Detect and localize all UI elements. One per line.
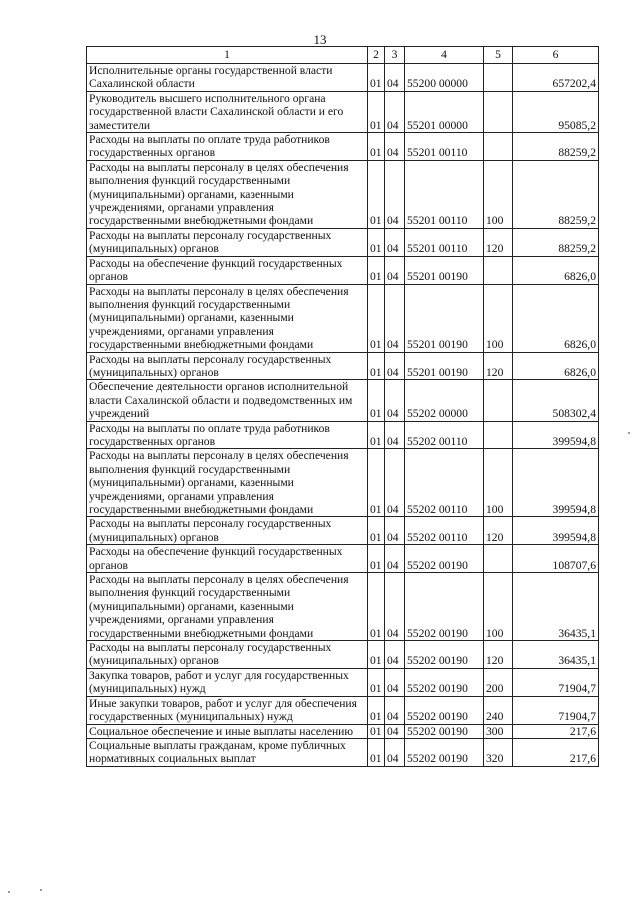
item-name-cell: Руководитель высшего исполнительного органа государственной власти Сахалинской области и его заместители [87, 91, 368, 132]
item-name-cell: Расходы на выплаты персоналу государственных (муниципальных) органов [87, 352, 368, 380]
table-row [87, 256, 599, 284]
expense-type-cell [484, 380, 513, 421]
target-article-cell: 55202 00190 [405, 545, 484, 573]
expense-type-cell: 200 [484, 668, 513, 696]
table-row [87, 545, 599, 573]
amount-cell: 71904,7 [513, 696, 599, 724]
amount-cell: 88259,2 [513, 160, 599, 228]
subsection-code-cell: 04 [385, 133, 405, 161]
item-name-cell: Социальное обеспечение и иные выплаты населению [87, 724, 368, 738]
column-header-1: 1 [87, 47, 368, 64]
item-name-cell: Исполнительные органы государственной власти Сахалинской области [87, 64, 368, 92]
target-article-cell: 55201 00110 [405, 133, 484, 161]
table-row [87, 724, 599, 738]
subsection-code-cell: 04 [385, 352, 405, 380]
expense-type-cell: 120 [484, 228, 513, 256]
expense-type-cell [484, 421, 513, 449]
target-article-cell: 55201 00190 [405, 284, 484, 352]
target-article-cell: 55202 00190 [405, 668, 484, 696]
section-code-cell: 01 [368, 380, 385, 421]
item-name-cell: Расходы на выплаты персоналу государственных (муниципальных) органов [87, 517, 368, 545]
table-row [87, 421, 599, 449]
expense-type-cell: 240 [484, 696, 513, 724]
amount-cell: 217,6 [513, 724, 599, 738]
section-code-cell: 01 [368, 284, 385, 352]
expense-type-cell [484, 133, 513, 161]
target-article-cell: 55201 00190 [405, 352, 484, 380]
amount-cell: 217,6 [513, 738, 599, 766]
section-code-cell: 01 [368, 160, 385, 228]
amount-cell: 399594,8 [513, 449, 599, 517]
subsection-code-cell: 04 [385, 517, 405, 545]
column-header-5: 5 [484, 47, 513, 64]
amount-cell: 36435,1 [513, 641, 599, 669]
expense-type-cell: 120 [484, 517, 513, 545]
table-row [87, 64, 599, 92]
target-article-cell: 55202 00000 [405, 380, 484, 421]
section-code-cell: 01 [368, 573, 385, 641]
section-code-cell: 01 [368, 91, 385, 132]
scan-speck [8, 891, 10, 893]
item-name-cell: Расходы на выплаты по оплате труда работников государственных органов [87, 133, 368, 161]
expense-type-cell [484, 545, 513, 573]
subsection-code-cell: 04 [385, 284, 405, 352]
subsection-code-cell: 04 [385, 256, 405, 284]
expense-type-cell: 300 [484, 724, 513, 738]
table-row [87, 738, 599, 766]
subsection-code-cell: 04 [385, 421, 405, 449]
table-row [87, 380, 599, 421]
column-header-4: 4 [405, 47, 484, 64]
amount-cell: 399594,8 [513, 421, 599, 449]
expense-type-cell: 100 [484, 284, 513, 352]
table-row [87, 352, 599, 380]
table-row [87, 696, 599, 724]
amount-cell: 88259,2 [513, 133, 599, 161]
subsection-code-cell: 04 [385, 64, 405, 92]
table-row [87, 517, 599, 545]
section-code-cell: 01 [368, 228, 385, 256]
section-code-cell: 01 [368, 641, 385, 669]
table-header-row [87, 47, 599, 64]
subsection-code-cell: 04 [385, 380, 405, 421]
expense-type-cell: 100 [484, 449, 513, 517]
subsection-code-cell: 04 [385, 738, 405, 766]
page-number: 13 [313, 32, 327, 47]
section-code-cell: 01 [368, 517, 385, 545]
expense-type-cell [484, 64, 513, 92]
section-code-cell: 01 [368, 64, 385, 92]
target-article-cell: 55202 00190 [405, 696, 484, 724]
target-article-cell: 55202 00190 [405, 573, 484, 641]
amount-cell: 399594,8 [513, 517, 599, 545]
budget-table [86, 46, 599, 767]
target-article-cell: 55202 00190 [405, 738, 484, 766]
expense-type-cell: 100 [484, 573, 513, 641]
amount-cell: 6826,0 [513, 352, 599, 380]
section-code-cell: 01 [368, 449, 385, 517]
item-name-cell: Закупка товаров, работ и услуг для государственных (муниципальных) нужд [87, 668, 368, 696]
section-code-cell: 01 [368, 696, 385, 724]
table-row [87, 160, 599, 228]
table-row [87, 284, 599, 352]
target-article-cell: 55201 00190 [405, 256, 484, 284]
amount-cell: 71904,7 [513, 668, 599, 696]
expense-type-cell [484, 256, 513, 284]
subsection-code-cell: 04 [385, 573, 405, 641]
table-row [87, 668, 599, 696]
item-name-cell: Расходы на выплаты персоналу в целях обеспечения выполнения функций государственными (муниципальными) органами, казенными учреждениями, органами управления государственными внебюджетными фондами [87, 284, 368, 352]
section-code-cell: 01 [368, 421, 385, 449]
item-name-cell: Расходы на выплаты персоналу государственных (муниципальных) органов [87, 641, 368, 669]
item-name-cell: Социальные выплаты гражданам, кроме публичных нормативных социальных выплат [87, 738, 368, 766]
subsection-code-cell: 04 [385, 641, 405, 669]
section-code-cell: 01 [368, 133, 385, 161]
item-name-cell: Расходы на обеспечение функций государственных органов [87, 545, 368, 573]
item-name-cell: Обеспечение деятельности органов исполнительной власти Сахалинской области и подведомственных им учреждений [87, 380, 368, 421]
amount-cell: 6826,0 [513, 284, 599, 352]
target-article-cell: 55202 00110 [405, 449, 484, 517]
subsection-code-cell: 04 [385, 449, 405, 517]
scan-speck [40, 889, 42, 891]
section-code-cell: 01 [368, 545, 385, 573]
item-name-cell: Расходы на выплаты персоналу в целях обеспечения выполнения функций государственными (муниципальными) органами, казенными учреждениями, органами управления государственными внебюджетными фондами [87, 573, 368, 641]
amount-cell: 108707,6 [513, 545, 599, 573]
subsection-code-cell: 04 [385, 668, 405, 696]
target-article-cell: 55201 00000 [405, 91, 484, 132]
item-name-cell: Расходы на выплаты персоналу в целях обеспечения выполнения функций государственными (муниципальными) органами, казенными учреждениями, органами управления государственными внебюджетными фондами [87, 160, 368, 228]
target-article-cell: 55202 00110 [405, 421, 484, 449]
table-row [87, 641, 599, 669]
target-article-cell: 55201 00110 [405, 160, 484, 228]
target-article-cell: 55202 00190 [405, 724, 484, 738]
target-article-cell: 55201 00110 [405, 228, 484, 256]
subsection-code-cell: 04 [385, 160, 405, 228]
scan-speck [628, 432, 630, 434]
section-code-cell: 01 [368, 668, 385, 696]
item-name-cell: Расходы на выплаты персоналу государственных (муниципальных) органов [87, 228, 368, 256]
table-row [87, 133, 599, 161]
amount-cell: 508302,4 [513, 380, 599, 421]
expense-type-cell: 100 [484, 160, 513, 228]
subsection-code-cell: 04 [385, 724, 405, 738]
target-article-cell: 55202 00190 [405, 641, 484, 669]
subsection-code-cell: 04 [385, 228, 405, 256]
subsection-code-cell: 04 [385, 545, 405, 573]
expense-type-cell [484, 91, 513, 132]
section-code-cell: 01 [368, 738, 385, 766]
expense-type-cell: 120 [484, 352, 513, 380]
target-article-cell: 55200 00000 [405, 64, 484, 92]
amount-cell: 95085,2 [513, 91, 599, 132]
item-name-cell: Иные закупки товаров, работ и услуг для обеспечения государственных (муниципальных) нужд [87, 696, 368, 724]
column-header-6: 6 [513, 47, 599, 64]
item-name-cell: Расходы на выплаты персоналу в целях обеспечения выполнения функций государственными (муниципальными) органами, казенными учреждениями, органами управления государственными внебюджетными фондами [87, 449, 368, 517]
section-code-cell: 01 [368, 256, 385, 284]
amount-cell: 36435,1 [513, 573, 599, 641]
amount-cell: 88259,2 [513, 228, 599, 256]
table-row [87, 449, 599, 517]
table-row [87, 228, 599, 256]
subsection-code-cell: 04 [385, 91, 405, 132]
target-article-cell: 55202 00110 [405, 517, 484, 545]
section-code-cell: 01 [368, 352, 385, 380]
item-name-cell: Расходы на обеспечение функций государственных органов [87, 256, 368, 284]
expense-type-cell: 120 [484, 641, 513, 669]
section-code-cell: 01 [368, 724, 385, 738]
column-header-3: 3 [385, 47, 405, 64]
table-row [87, 573, 599, 641]
column-header-2: 2 [368, 47, 385, 64]
subsection-code-cell: 04 [385, 696, 405, 724]
amount-cell: 6826,0 [513, 256, 599, 284]
amount-cell: 657202,4 [513, 64, 599, 92]
expense-type-cell: 320 [484, 738, 513, 766]
table-row [87, 91, 599, 132]
item-name-cell: Расходы на выплаты по оплате труда работников государственных органов [87, 421, 368, 449]
